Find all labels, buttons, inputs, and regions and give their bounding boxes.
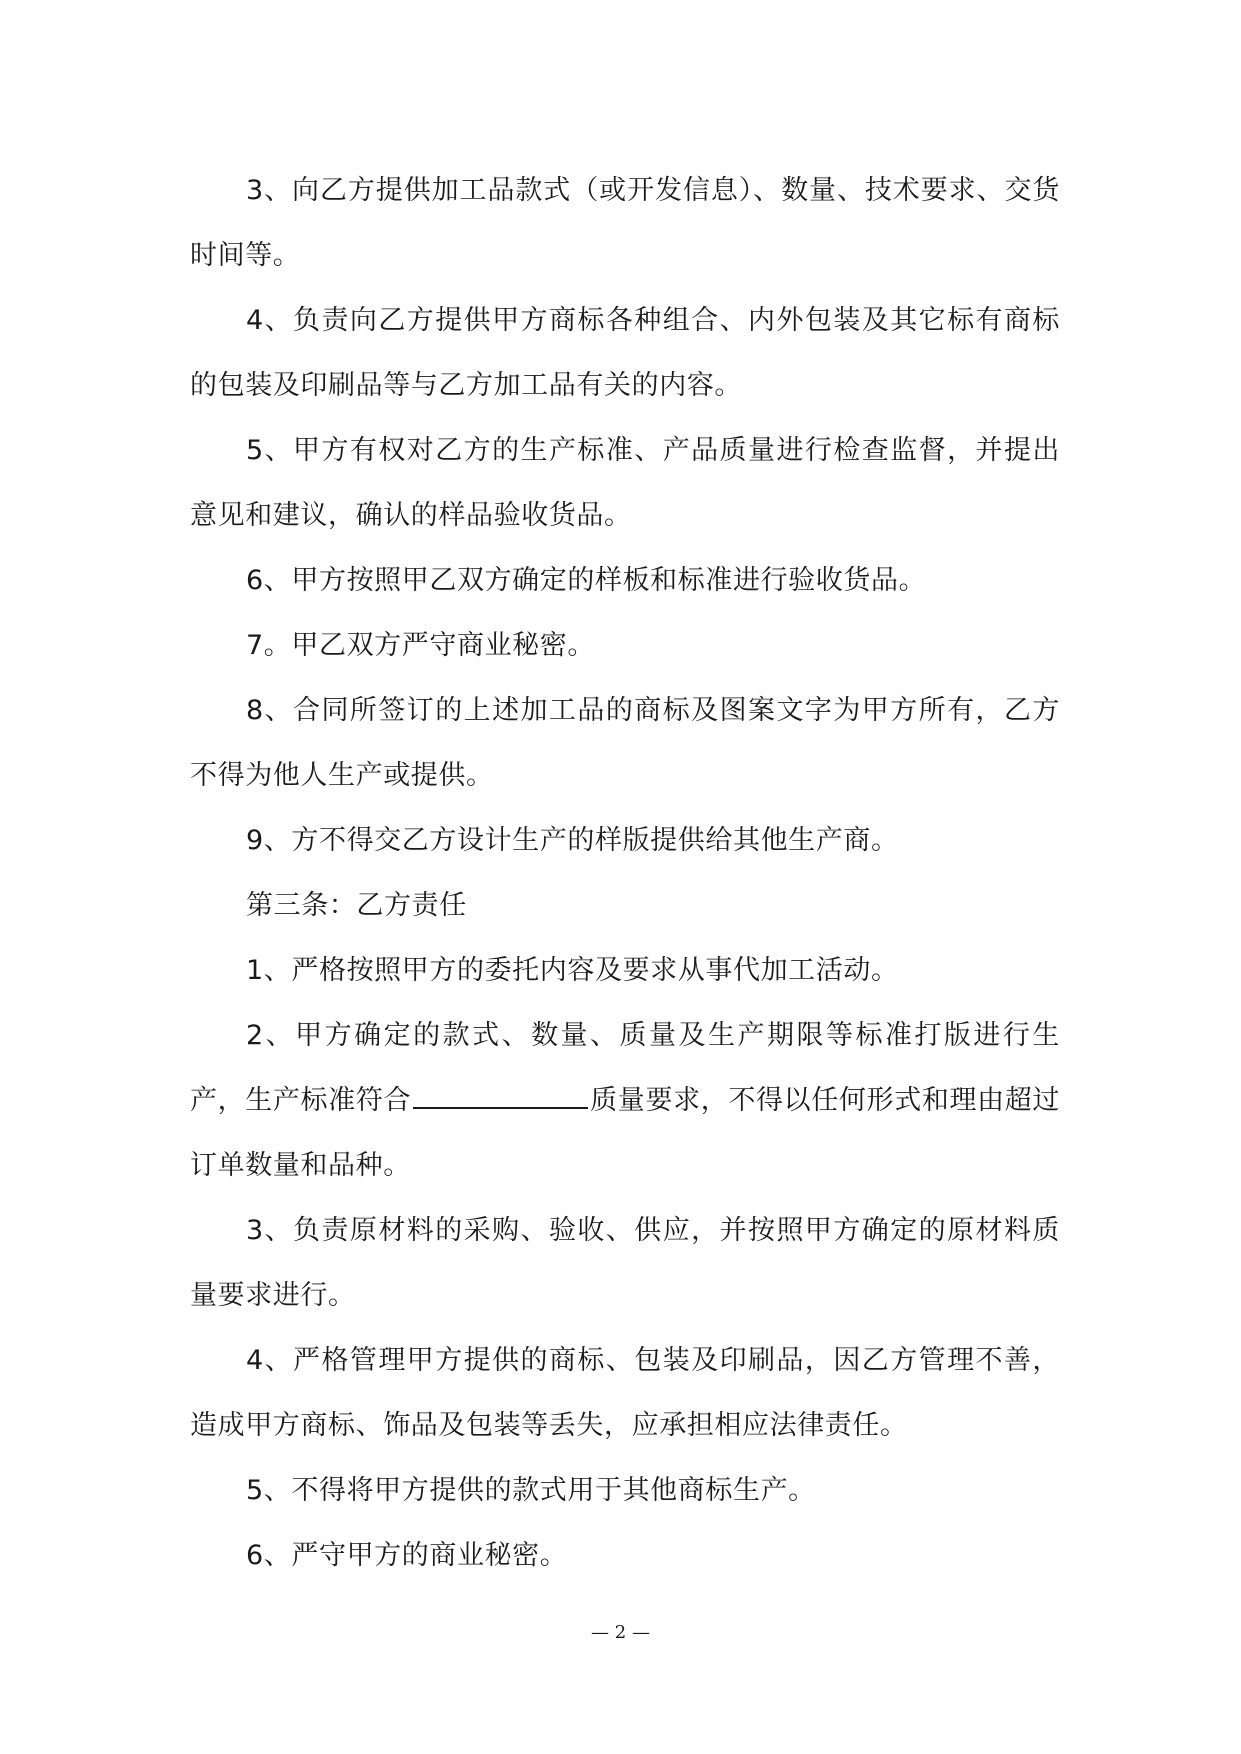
section-heading: 第三条：乙方责任 <box>246 890 467 921</box>
clause-paragraph: 9、方不得交乙方设计生产的样版提供给其他生产商。 <box>246 825 899 856</box>
clause-paragraph: 5、甲方有权对乙方的生产标准、产品质量进行检查监督，并提出意见和建议，确认的样品验收货品。 <box>190 435 1060 531</box>
clause-paragraph: 6、严守甲方的商业秘密。 <box>246 1540 568 1571</box>
clause-paragraph: 6、甲方按照甲乙双方确定的样板和标准进行验收货品。 <box>246 565 927 596</box>
clause-text-before-blank: 2、甲方确定的款式、数量、质量及生产期限等标准打版进行生产，生产标准符合 <box>190 1020 1060 1116</box>
clause-paragraph: 1、严格按照甲方的委托内容及要求从事代加工活动。 <box>246 955 899 986</box>
clause-paragraph: 8、合同所签订的上述加工品的商标及图案文字为甲方所有，乙方不得为他人生产或提供。 <box>190 695 1060 791</box>
document-body <box>190 158 1060 1588</box>
clause-paragraph: 4、严格管理甲方提供的商标、包装及印刷品，因乙方管理不善，造成甲方商标、饰品及包装等丢失，应承担相应法律责任。 <box>190 1345 1060 1441</box>
clause-paragraph: 3、向乙方提供加工品款式（或开发信息）、数量、技术要求、交货时间等。 <box>190 175 1060 271</box>
clause-paragraph-with-blank <box>190 1003 1060 1198</box>
clause-paragraph: 3、负责原材料的采购、验收、供应，并按照甲方确定的原材料质量要求进行。 <box>190 1215 1060 1311</box>
clause-paragraph: 7。甲乙双方严守商业秘密。 <box>246 630 595 661</box>
page-number: — 2 — <box>591 1622 650 1643</box>
clause-paragraph: 5、不得将甲方提供的款式用于其他商标生产。 <box>246 1475 816 1506</box>
clause-text-after-blank: 质量要求，不得以任何形式和理由超过订单数量和品种。 <box>190 1085 1060 1181</box>
fill-in-blank <box>413 1106 588 1109</box>
clause-paragraph: 4、负责向乙方提供甲方商标各种组合、内外包装及其它标有商标的包装及印刷品等与乙方加工品有关的内容。 <box>190 305 1060 401</box>
